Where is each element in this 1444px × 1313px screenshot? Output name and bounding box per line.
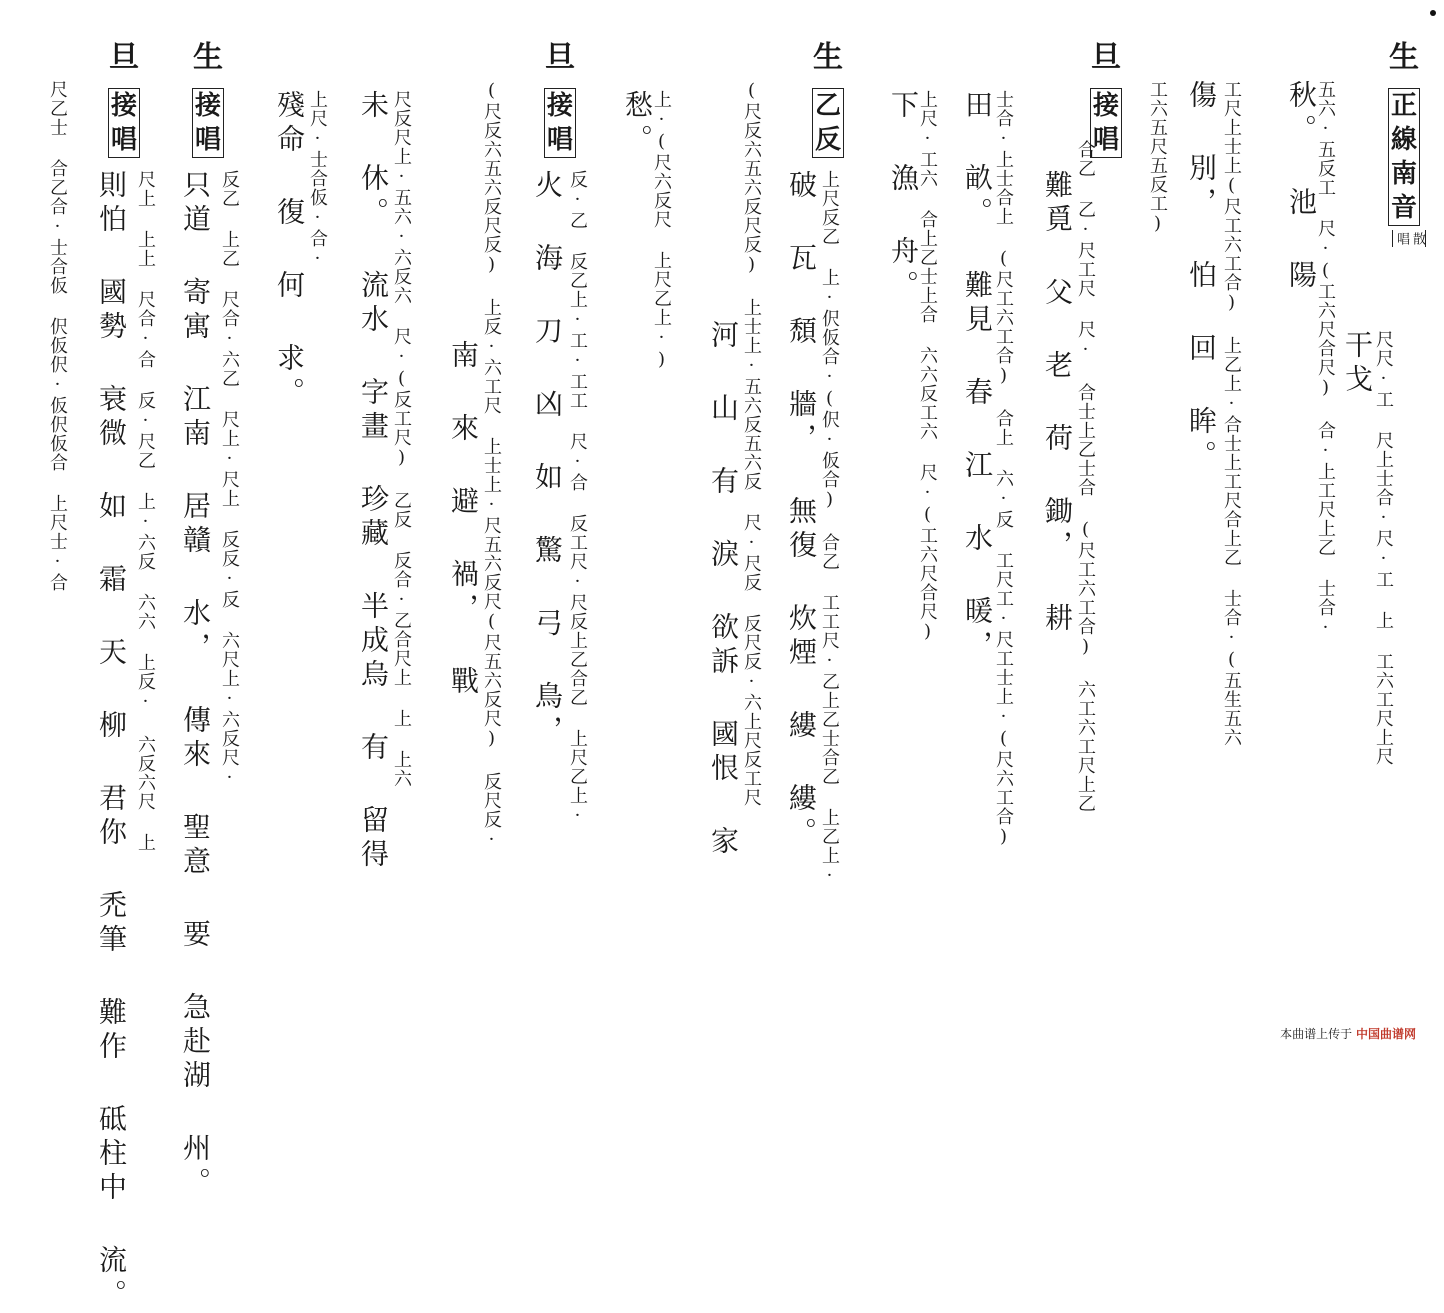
lyric-text: 干戈 <box>1341 330 1374 398</box>
notation-text: 士合·上士合上 (尺工六工合) 合上 六·反 工尺工·尺工士上·(尺六工合) <box>993 90 1014 848</box>
lyric-text: 下 漁 舟。 <box>887 90 920 304</box>
notation-text: 上尺·工六 合上乙士上合 六六反工六 尺·(工六尺合尺) <box>917 90 938 643</box>
notation-text: 上尺反乙 上·伬仮合·(伬·仮合) 合乙 工工尺·乙上乙士合乙 上乙上· <box>819 170 840 887</box>
lyric-text: 破 瓦 頹 牆， 無復 炊煙 縷 縷。 <box>785 170 818 851</box>
corner-dot <box>1430 10 1436 16</box>
notation-text: 尺反尺上·五六·六反六 尺·(反工尺) 乙反 反合·乙合尺上 上 上六 <box>391 90 412 788</box>
notation-text: 反·乙 反乙上·工·工工 尺·合 反工尺·尺反上乙合乙 上尺乙上· <box>567 170 588 827</box>
notation-text: 尺上 上上 尺合·合 反·尺乙 上·六反 六六 上反· 六反六尺 上 <box>135 170 156 852</box>
role-marker: 生 <box>1389 40 1419 75</box>
lyric-text: 南 來 避 禍， 戰 <box>447 340 480 700</box>
role-marker: 旦 <box>109 40 139 75</box>
notation-text: 五六·五反工 尺·(工六尺合尺) 合·上工尺上乙 士合· <box>1315 80 1336 639</box>
lyric-text: 火 海 刀 凶 如 驚 弓 鳥， <box>531 170 564 749</box>
lyric-text: 只道 寄寓 江南 居贛 水， 傳來 聖意 要 急赴湖 州。 <box>179 170 212 1201</box>
notation-text: 尺尺·工 尺上士合·尺·工 上 工六工尺上尺 <box>1373 330 1394 766</box>
lyric-text: 殘命 復 何 求。 <box>273 90 306 411</box>
section-box: 接 唱 <box>192 88 224 158</box>
notation-text: 合乙 乙·尺工尺 尺· 合士上乙士合 (尺工六工合) 六工六工尺上乙 <box>1075 140 1096 813</box>
notation-text: 工六五尺五反工) <box>1147 80 1168 235</box>
section-box: 正 線 南 音 <box>1388 88 1420 226</box>
notation-text: 上·(尺六反尺 上尺乙上·) <box>651 90 672 371</box>
notation-text: (尺反六五六反尺反) 上士上·五六反五六反 尺·尺反 反尺反·六上尺反工尺 <box>741 80 762 807</box>
lyric-text: 秋。 池 陽 <box>1285 80 1318 294</box>
lyric-text: 傷 別， 怕 回 眸。 <box>1185 80 1218 474</box>
lyric-text: 河 山 有 淚 欲訴 國恨 家 <box>707 320 740 860</box>
notation-text: 工尺上士上(尺工六工合) 上乙上·合士上工尺合上乙 士合·(五生五六 <box>1221 80 1242 747</box>
site-logo-text[interactable]: 中国曲谱网 <box>1355 1027 1416 1041</box>
role-marker: 生 <box>193 40 223 75</box>
role-marker: 旦 <box>1091 40 1121 75</box>
tempo-tag: 散唱 <box>1394 232 1425 245</box>
lyric-text: 難覓 父 老 荷 鋤， 耕 <box>1041 170 1074 637</box>
lyric-text: 愁。 <box>621 90 654 158</box>
role-marker: 生 <box>813 40 843 75</box>
notation-text: 反乙 上乙 尺合·六乙 尺上·尺上 反反·反 六尺上·六反尺· <box>219 170 240 789</box>
lyric-text: 則怕 國勢 衰微 如 霜 天 柳 君你 禿筆 難作 砥柱中 流。 <box>95 170 128 1313</box>
notation-text: 上尺·士合仮·合· <box>307 90 328 270</box>
section-box: 接 唱 <box>1090 88 1122 158</box>
notation-text: (尺反六五六反尺反) 上反·六工尺 上士上·尺五六反尺(尺五六反尺) 反尺反· <box>481 80 502 851</box>
section-box: 接 唱 <box>108 88 140 158</box>
section-box: 接 唱 <box>544 88 576 158</box>
role-marker: 旦 <box>545 40 575 75</box>
notation-text: 尺乙士 合乙合·士合仮 伬仮伬·仮伬仮合 上尺士·合 <box>47 80 68 592</box>
footer-credit: 本曲谱上传于 中国曲谱网 <box>1280 1027 1416 1041</box>
lyric-text: 田 畝。 難見 春 江 水 暖， <box>961 90 994 664</box>
lyric-text: 未 休。 流水 字畫 珍藏 半成烏 有 留得 <box>357 90 390 873</box>
section-box: 乙 反 <box>812 88 844 158</box>
